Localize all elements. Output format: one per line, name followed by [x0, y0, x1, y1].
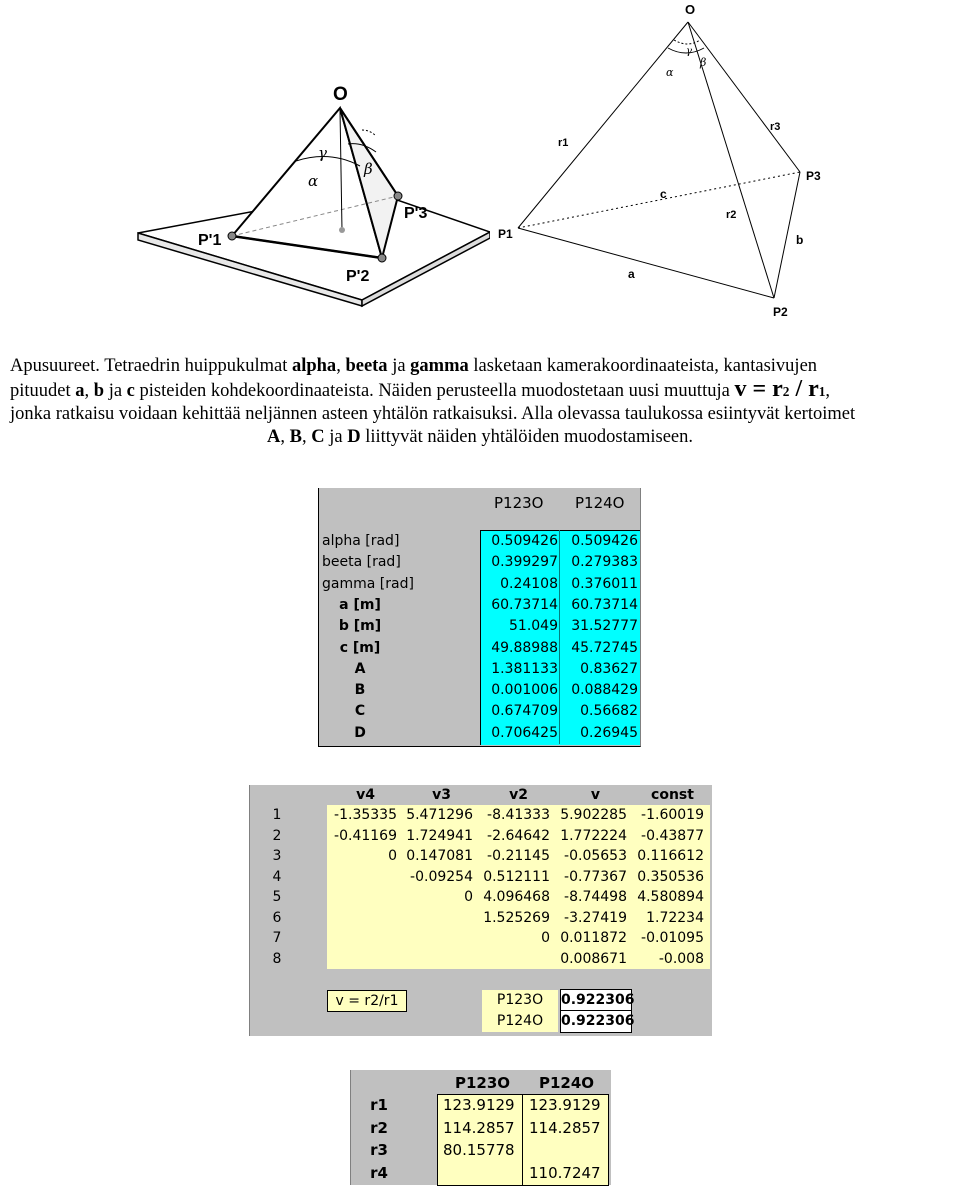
row-label: D: [354, 724, 366, 741]
r1-label: r1: [558, 137, 569, 149]
table-cell: 123.9129: [443, 1096, 515, 1114]
table-cell: -1.60019: [641, 807, 704, 823]
table-cell: -0.41169: [334, 827, 397, 844]
caption-text: lasketaan kamerakoordinaateista, kantasivujen: [468, 356, 818, 376]
row-number: 2: [272, 827, 282, 844]
table-cell: -2.64642: [487, 827, 550, 844]
p1-label: P'1: [198, 232, 222, 249]
caption-line-2: [10, 378, 950, 403]
result-value: 0.922306: [560, 1010, 632, 1033]
beta-label: β: [700, 56, 707, 69]
table-cell: -0.01095: [641, 930, 704, 946]
table-cell: 0.088429: [571, 682, 638, 699]
beta-label: β: [364, 160, 373, 178]
table-cell: 114.2857: [529, 1118, 601, 1137]
table-cell: -0.77367: [564, 868, 627, 885]
alpha-label: α: [666, 66, 674, 79]
p3-label: P3: [806, 169, 821, 183]
table-cell: 0.350536: [637, 868, 704, 885]
caption-text: ,: [336, 356, 346, 376]
result-label: P123O: [482, 990, 558, 1011]
table-cell: -8.74498: [564, 889, 627, 905]
apex-label: O: [333, 84, 348, 105]
table-cell: 0.509426: [571, 533, 638, 549]
row-number: 4: [272, 868, 282, 885]
caption-text: liittyvät näiden yhtälöiden muodostamiseen.: [360, 427, 693, 447]
table-cell: 0.008671: [560, 950, 627, 967]
row-label: A: [354, 660, 366, 677]
p2-label: P'2: [346, 268, 370, 285]
col-header: v2: [509, 787, 528, 803]
pyramid-figure: [130, 78, 490, 318]
col-header: const: [651, 787, 694, 803]
table-cell: 123.9129: [529, 1096, 601, 1114]
table-cell: -0.21145: [487, 848, 550, 864]
p2-label: P2: [773, 305, 788, 319]
table-cell: 0.147081: [406, 848, 473, 864]
r2-label: r2: [726, 209, 737, 221]
caption-text: ja: [104, 381, 127, 401]
column-divider: [522, 1094, 523, 1186]
row-label: beeta [rad]: [322, 554, 401, 571]
table-cell: 60.73714: [571, 596, 638, 613]
col-header: P123O: [455, 1074, 511, 1092]
row-label: r1: [370, 1096, 388, 1114]
caption-formula: v = r: [734, 376, 783, 402]
row-label: r4: [370, 1163, 388, 1182]
table-cell: 114.2857: [443, 1118, 515, 1137]
row-number: 7: [272, 930, 282, 946]
row-label: B: [354, 682, 366, 699]
table-cell: 0.24108: [500, 575, 558, 592]
row-label: alpha [rad]: [322, 533, 400, 549]
table-cell: 0.674709: [491, 703, 558, 720]
caption-line-4: [10, 426, 950, 449]
table-cell: 0: [464, 889, 473, 905]
caption-formula: / r: [789, 376, 819, 402]
row-label: a [m]: [339, 596, 381, 613]
table-cell: 0.001006: [491, 682, 558, 699]
table-cell: -0.008: [658, 950, 704, 967]
b-label: b: [796, 233, 804, 247]
p3-label: P'3: [404, 205, 428, 222]
caption-beta: beeta: [345, 356, 388, 376]
caption-formula-sub: 2: [782, 384, 790, 399]
caption-text: pisteiden kohdekoordinaateista. Näiden perusteella muodostetaan uusi muuttuja: [134, 381, 735, 401]
table-cell: 45.72745: [571, 639, 638, 656]
distance-table: [350, 1070, 611, 1185]
table-cell: 0.279383: [571, 554, 638, 571]
table-cell: 5.902285: [560, 807, 627, 823]
table-cell: 110.7247: [529, 1163, 601, 1182]
table-cell: 1.724941: [406, 827, 473, 844]
table-cell: 49.88988: [491, 639, 558, 656]
table-cell: 0.56682: [580, 703, 638, 720]
table-cell: 0: [541, 930, 550, 946]
caption-coef-d: D: [347, 427, 361, 447]
table-cell: 0.116612: [637, 848, 704, 864]
table-cell: 4.580894: [637, 889, 704, 905]
table-cell: -0.05653: [564, 848, 627, 864]
table-cell: 60.73714: [491, 596, 558, 613]
caption-text: Apusuureet. Tetraedrin huippukulmat: [10, 356, 292, 376]
col-header: P124O: [539, 1074, 595, 1092]
apex-label: O: [685, 2, 696, 17]
row-label: r3: [370, 1141, 388, 1159]
result-label: P124O: [482, 1011, 558, 1032]
row-number: 5: [272, 889, 282, 905]
table-cell: 1.381133: [491, 660, 558, 677]
row-label: C: [354, 703, 366, 720]
caption-line-3: jonka ratkaisu voidaan kehittää neljännen asteen yhtälön ratkaisuksi. Alla olevassa taulukossa esiintyvät kertoimet: [10, 404, 856, 424]
caption-text: pituudet: [10, 381, 76, 401]
c-label: c: [660, 187, 667, 201]
caption-var-b: b: [93, 381, 105, 401]
gamma-label: γ: [686, 46, 692, 57]
figure-caption: [10, 355, 950, 449]
col-header: v: [590, 787, 601, 803]
table-cell: 0.512111: [483, 868, 550, 885]
caption-text: ,: [301, 427, 312, 447]
gamma-label: γ: [318, 144, 327, 162]
tetrahedron-figure: [490, 0, 840, 325]
caption-coef-b: B: [289, 427, 302, 447]
table-cell: 0: [388, 848, 397, 864]
table-cell: 1.72234: [646, 909, 704, 926]
table-cell: 0.011872: [560, 930, 627, 946]
table-cell: 0.26945: [580, 724, 638, 741]
table-cell: 51.049: [509, 618, 558, 635]
table-cell: 31.52777: [571, 618, 638, 635]
polynomial-table: [249, 785, 712, 1036]
caption-coef-a: A: [267, 427, 281, 447]
table-cell: 1.525269: [483, 909, 550, 926]
col-header: P123O: [494, 494, 544, 512]
row-number: 1: [272, 807, 282, 823]
caption-text: ja: [387, 356, 411, 376]
table-cell: -8.41333: [487, 807, 550, 823]
caption-text: ja: [324, 427, 348, 447]
table-cell: 0.83627: [580, 660, 638, 677]
table-cell: 5.471296: [406, 807, 473, 823]
table-cell: 0.509426: [491, 533, 558, 549]
col-header: P124O: [575, 494, 625, 512]
caption-formula-sub: 1: [818, 384, 826, 399]
table-cell: -3.27419: [564, 909, 627, 926]
alpha-label: α: [308, 172, 319, 190]
table-cell: -0.09254: [410, 868, 473, 885]
row-label: b [m]: [338, 618, 382, 635]
caption-coef-c: C: [311, 427, 325, 447]
caption-text: ,: [84, 381, 94, 401]
table-cell: 80.15778: [443, 1141, 515, 1159]
col-header: v3: [432, 787, 451, 803]
row-label: c [m]: [339, 639, 381, 656]
table-cell: 0.399297: [491, 554, 558, 571]
table-cell: 1.772224: [560, 827, 627, 844]
angles-coefficients-table: [318, 488, 641, 747]
caption-text: ,: [280, 427, 290, 447]
caption-var-a: a: [75, 381, 85, 401]
caption-text: ,: [825, 381, 831, 401]
caption-line-1: [10, 355, 950, 378]
v-ratio-label: v = r2/r1: [327, 990, 407, 1012]
result-value: 0.922306: [560, 989, 632, 1012]
caption-var-c: c: [126, 381, 135, 401]
table-cell: -0.43877: [641, 827, 704, 844]
row-number: 6: [272, 909, 282, 926]
row-label: gamma [rad]: [322, 575, 414, 592]
table-cell: -1.35335: [334, 807, 397, 823]
col-header: v4: [356, 787, 375, 803]
table-cell: 0.706425: [491, 724, 558, 741]
table-cell: 4.096468: [483, 889, 550, 905]
caption-alpha: alpha: [291, 356, 337, 376]
table-cell: 0.376011: [571, 575, 638, 592]
row-label: r2: [370, 1118, 388, 1137]
row-number: 8: [272, 950, 282, 967]
caption-gamma: gamma: [410, 356, 469, 376]
r3-label: r3: [770, 121, 781, 133]
a-label: a: [628, 267, 635, 281]
p1-label: P1: [498, 227, 513, 241]
row-number: 3: [272, 848, 282, 864]
